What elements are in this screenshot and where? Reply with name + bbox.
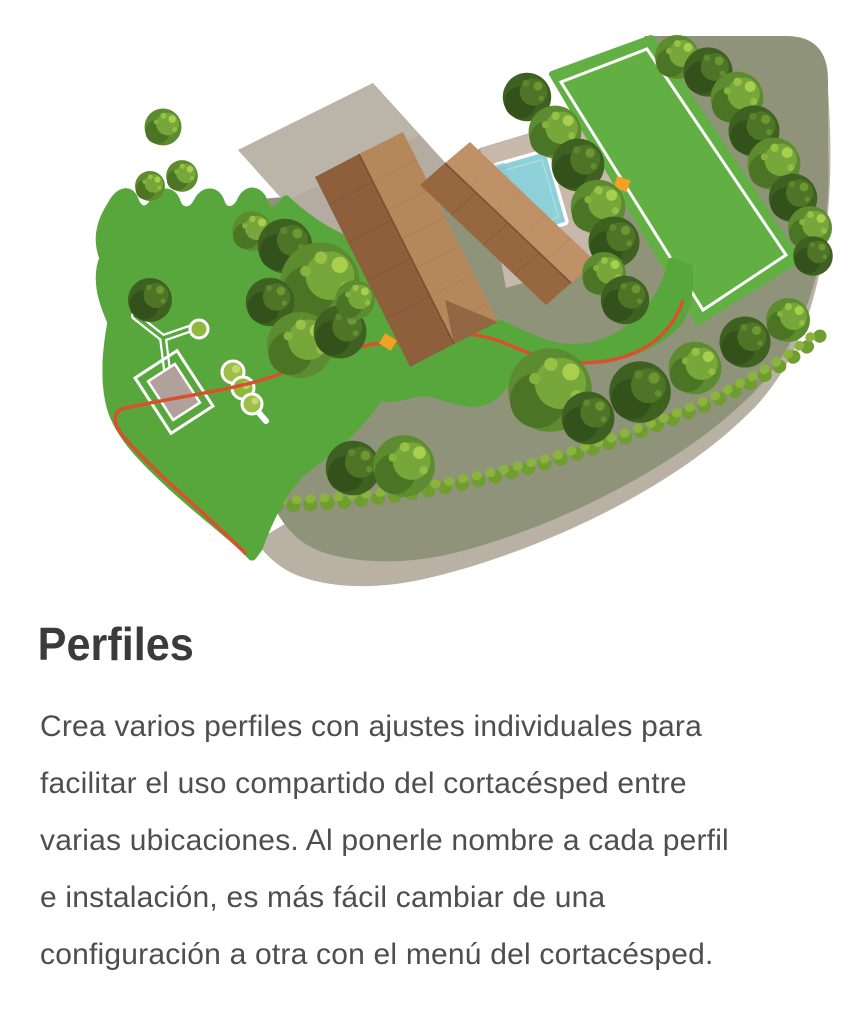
body-line: configuración a otra con el menú del cortacésped. (40, 938, 714, 972)
body-line: varias ubicaciones. Al ponerle nombre a cada perfil (40, 824, 729, 858)
body-line: e instalación, es más fácil cambiar de una (40, 881, 606, 915)
garden-lamp (190, 320, 208, 338)
body-line: facilitar el uso compartido del cortacésped entre (40, 767, 687, 801)
section-title: Perfiles (37, 618, 194, 670)
section-body (0, 668, 863, 983)
body-line: Crea varios perfiles con ajustes individuales para (40, 710, 703, 744)
